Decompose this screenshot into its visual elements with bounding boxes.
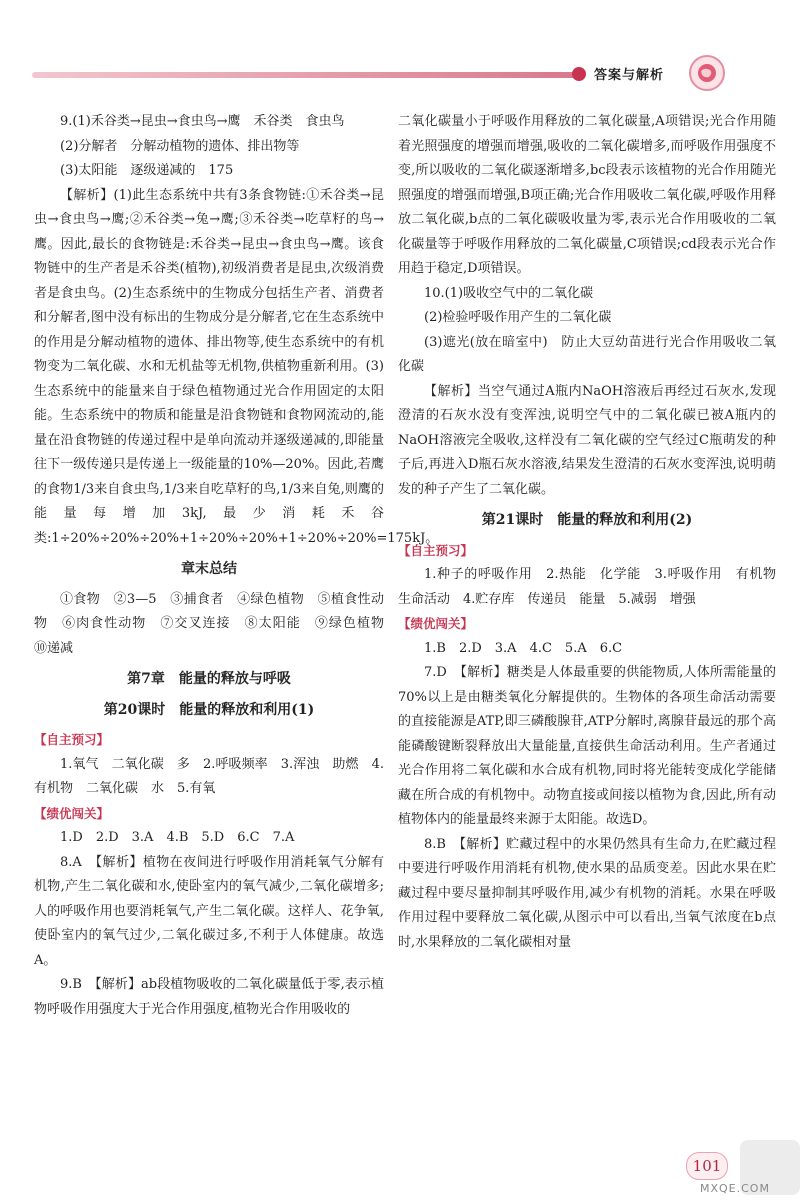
analysis-7: 7.D 【解析】糖类是人体最重要的供能物质,人体所需能量的70%以上是由糖类氧化分解提供的。生物体的各项生命活动需要的直接能源是ATP,即三磷酸腺苷,ATP分解时,离腺苷最远的那个高能磷酸键断裂释放出大量能量,直接供生命活动利用。生产者通过光合作用将二氧化碳和水合成有机物,同时将光能转变成化学能储藏在所合成的有机物中。动物直接或间接以植物为食,因此,所有动植物体内的能量最终来源于太阳能。故选D。 [398,665,776,827]
globe-logo-icon [688,54,726,92]
tag-challenge-21: 【绩优闯关】 [398,616,474,631]
analysis-9b: 9.B 【解析】ab段植物吸收的二氧化碳量低于零,表示植物呼吸作用强度大于光合作用强度,植物光合作用吸收的 [34,977,384,1017]
right-column [398,110,790,955]
answer-10-2: (2)检验呼吸作用产生的二氧化碳 [424,310,612,325]
tag-preview-21: 【自主预习】 [398,542,474,558]
preview-answers: 1.氧气 二氧化碳 多 2.呼吸频率 3.浑浊 助燃 4.有机物 二氧化碳 水 5.有氧 [34,756,384,796]
lesson-heading-21: 第21课时 能量的释放和利用(2) [481,512,693,528]
analysis-9b-cont: 二氧化碳量小于呼吸作用释放的二氧化碳量,A项错误;光合作用随着光照强度的增强而增强,吸收的二氧化碳增多,而呼吸作用强度不变,所以吸收的二氧化碳逐渐增多,bc段表示该植物的光合作用随光照强度的增强而增强,B项正确;光合作用吸收二氧化碳,呼吸作用释放二氧化碳,b点的二氧化碳吸收量为零,表示光合作用吸收的二氧化碳量等于呼吸作用释放的二氧化碳量,C项错误;cd段表示光合作用趋于稳定,D项错误。 [398,114,776,276]
chapter-heading: 第7章 能量的释放与呼吸 [127,671,291,687]
answer-9: 9.(1)禾谷类→昆虫→食虫鸟→鹰 禾谷类 食虫鸟 [60,114,345,129]
watermark-text: MXQE.COM [700,1182,770,1195]
analysis-8b: 8.B 【解析】贮藏过程中的水果仍然具有生命力,在贮藏过程中要进行呼吸作用消耗有机物,使水果的品质变差。因此水果在贮藏过程中要尽量抑制其呼吸作用,减少有机物的消耗。水果在呼吸作用过程中要释放二氧化碳,从图示中可以看出,当氧气浓度在b点时,水果释放的二氧化碳相对量 [398,836,776,950]
left-column [34,110,439,1022]
header-rule [32,72,577,78]
answer-9-2: (2)分解者 分解动植物的遗体、排出物等 [60,138,300,154]
summary-answers: ①食物 ②3—5 ③捕食者 ④绿色植物 ⑤植食性动物 ⑥肉食性动物 ⑦交叉连接 ⑧太阳能 ⑨绿色植物 ⑩递减 [34,591,398,656]
tag-preview: 【自主预习】 [34,732,110,747]
analysis-10: 【解析】当空气通过A瓶内NaOH溶液后再经过石灰水,发现澄清的石灰水没有变浑浊,说明空气中的二氧化碳已被A瓶内的NaOH溶液完全吸收,这样没有二氧化碳的空气经过C瓶萌发的种子后,再进入D瓶石灰水溶液,结果发生澄清的石灰水变浑浊,说明萌发的种子产生了二氧化碳。 [398,383,776,497]
tag-challenge: 【绩优闯关】 [34,805,110,821]
section-chapter-summary: 章末总结 [181,561,237,577]
header-bullet [572,67,586,81]
page-number: 101 [686,1152,728,1180]
answer-9-3: (3)太阳能 逐级递减的 175 [60,163,234,178]
preview-answers-21: 1.种子的呼吸作用 2.热能 化学能 3.呼吸作用 有机物 生命活动 4.贮存库 传递员 能量 5.减弱 增强 [398,567,790,607]
analysis-9: 【解析】(1)此生态系统中共有3条食物链:①禾谷类→昆虫→食虫鸟→鹰;②禾谷类→兔→鹰;③禾谷类→吃草籽的鸟→鹰。因此,最长的食物链是:禾谷类→昆虫→食虫鸟→鹰。该食物链中的生产者是禾谷类(植物),初级消费者是昆虫,次级消费者是食虫鸟。(2)生态系统中的生物成分包括生产者、消费者和分解者,图中没有标出的生物成分是分解者,它在生态系统中的作用是分解动植物的遗体、排出物等,使生态系统中的有机物变为二氧化碳、水和无机盐等无机物,供植物重新利用。(3)生态系统中的能量来自于绿色植物通过光合作用固定的太阳能。生态系统中的物质和能量是沿食物链和食物网流动的,能量在沿食物链的传递过程中是单向流动并逐级递减的,即能量往下一级传递只是传递上一级能量的10%—20%。因此,若鹰的食物1/3来自食虫鸟,1/3来自吃草籽的鸟,1/3来自兔,则鹰的能量每增加3kJ,最少消耗禾谷类:1÷20%÷20%÷20%+1÷20%÷20%+1÷20%÷20%=175kJ。 [34,187,439,546]
answer-10-3: (3)遮光(放在暗室中) 防止大豆幼苗进行光合作用吸收二氧化碳 [398,334,776,374]
lesson-heading: 第20课时 能量的释放和利用(1) [103,701,315,718]
choice-answers-21: 1.B 2.D 3.A 4.C 5.A 6.C [424,640,623,656]
header-title: 答案与解析 [594,68,665,83]
analysis-8: 8.A 【解析】植物在夜间进行呼吸作用消耗氧气分解有机物,产生二氧化碳和水,使卧室内的氧气减少,二氧化碳增多;人的呼吸作用也要消耗氧气,产生二氧化碳。这样人、花争氧,使卧室内的氧气过少,二氧化碳过多,不利于人体健康。故选A。 [34,854,384,968]
choice-answers: 1.D 2.D 3.A 4.B 5.D 6.C 7.A [60,830,295,845]
answer-10: 10.(1)吸收空气中的二氧化碳 [424,285,594,301]
